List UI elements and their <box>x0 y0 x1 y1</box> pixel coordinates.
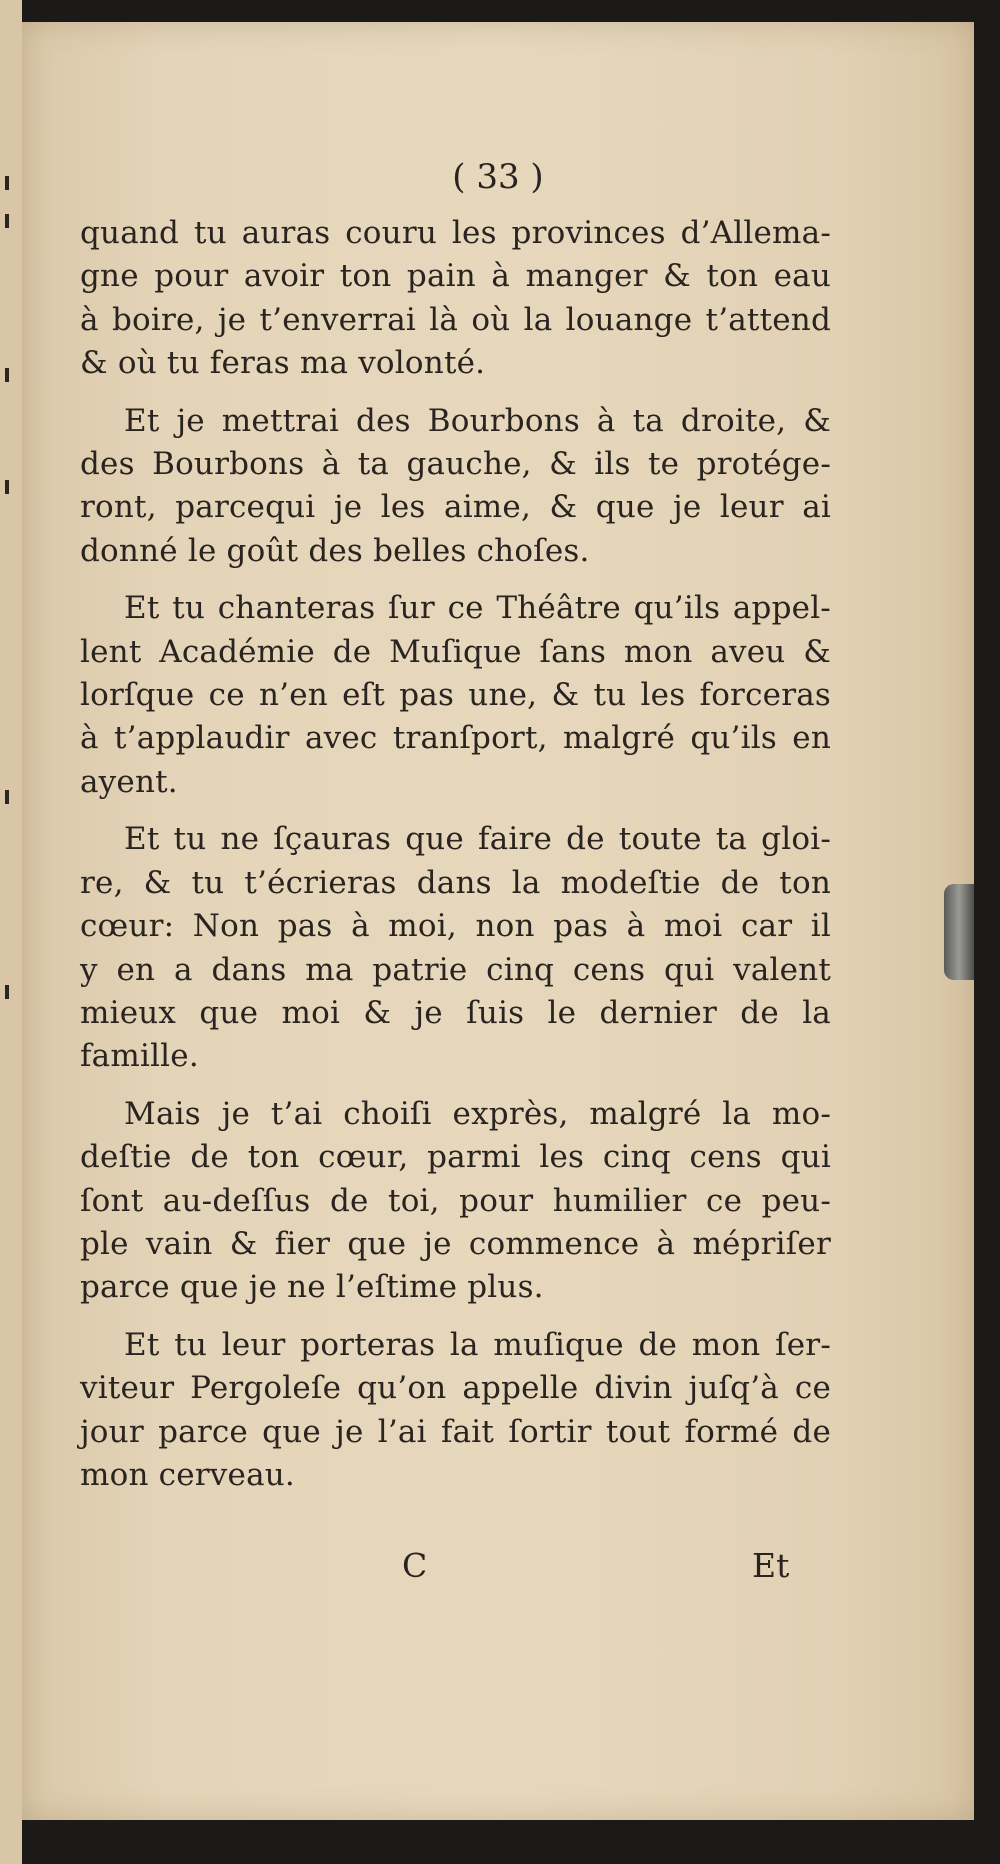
text-line: lent Académie de Muſique ſans mon aveu & <box>80 633 831 670</box>
text-line: gne pour avoir ton pain à manger & ton eau <box>80 258 831 295</box>
text-line: parce que je ne l’eſtime plus. <box>80 1269 544 1306</box>
facing-page-mark <box>5 985 9 999</box>
facing-page-edge <box>0 0 22 1864</box>
text-line: lorſque ce n’en eſt pas une, & tu les forceras <box>80 677 831 714</box>
book-page <box>22 22 974 1820</box>
text-line: Et je mettrai des Bourbons à ta droite, & <box>124 402 831 439</box>
text-line: cœur: Non pas à moi, non pas à moi car il <box>80 908 831 945</box>
facing-page-mark <box>5 790 9 804</box>
paragraph-gap <box>80 573 831 587</box>
text-line: Et tu chanteras ſur ce Théâtre qu’ils appel- <box>124 590 831 627</box>
text-line: viteur Pergoleſe qu’on appelle divin juſq’à ce <box>80 1370 831 1407</box>
text-line: à t’applaudir avec tranſport, malgré qu’ils en <box>80 720 831 757</box>
paragraph-gap <box>80 386 831 400</box>
text-line: des Bourbons à ta gauche, & ils te protége- <box>80 446 831 483</box>
paragraph-gap <box>80 804 831 818</box>
facing-page-mark <box>5 480 9 494</box>
text-line: Et tu ne ſçauras que faire de toute ta gloi- <box>124 821 831 858</box>
page-footer <box>22 1546 974 1586</box>
facing-page-mark <box>5 368 9 382</box>
text-line: Mais je t’ai choiſi exprès, malgré la mo- <box>124 1095 831 1132</box>
paragraph-gap <box>80 1079 831 1093</box>
text-line: mon cerveau. <box>80 1456 295 1493</box>
page-number: ( 33 ) <box>452 157 544 197</box>
text-line: ayent. <box>80 763 178 800</box>
text-line: jour parce que je l’ai fait ſortir tout formé de <box>80 1413 831 1450</box>
facing-page-mark <box>5 214 9 228</box>
text-line: y en a dans ma patrie cinq cens qui valent <box>80 951 831 988</box>
text-line: famille. <box>80 1038 199 1075</box>
text-line: ſont au-deſſus de toi, pour humilier ce peu- <box>80 1182 831 1219</box>
text-line: quand tu auras couru les provinces d’Allema- <box>80 215 831 251</box>
text-line: ple vain & fier que je commence à mépriſer <box>80 1225 831 1262</box>
page-clip <box>944 884 974 980</box>
signature-mark: C <box>402 1546 428 1585</box>
text-line: ront, parcequi je les aime, & que je leur ai <box>80 489 831 526</box>
text-line: re, & tu t’écrieras dans la modeſtie de ton <box>80 864 831 901</box>
catchword: Et <box>752 1546 790 1585</box>
facing-page-mark <box>5 176 9 190</box>
page-body-text <box>80 212 831 1497</box>
text-line: donné le goût des belles choſes. <box>80 532 590 569</box>
paragraph-gap <box>80 1310 831 1324</box>
text-line: & où tu feras ma volonté. <box>80 345 486 382</box>
text-line: mieux que moi & je ſuis le dernier de la <box>80 994 831 1031</box>
text-line: deſtie de ton cœur, parmi les cinq cens qui <box>80 1139 831 1176</box>
text-line: à boire, je t’enverrai là où la louange t’attend <box>80 301 831 338</box>
text-line: Et tu leur porteras la muſique de mon ſer- <box>124 1326 831 1363</box>
